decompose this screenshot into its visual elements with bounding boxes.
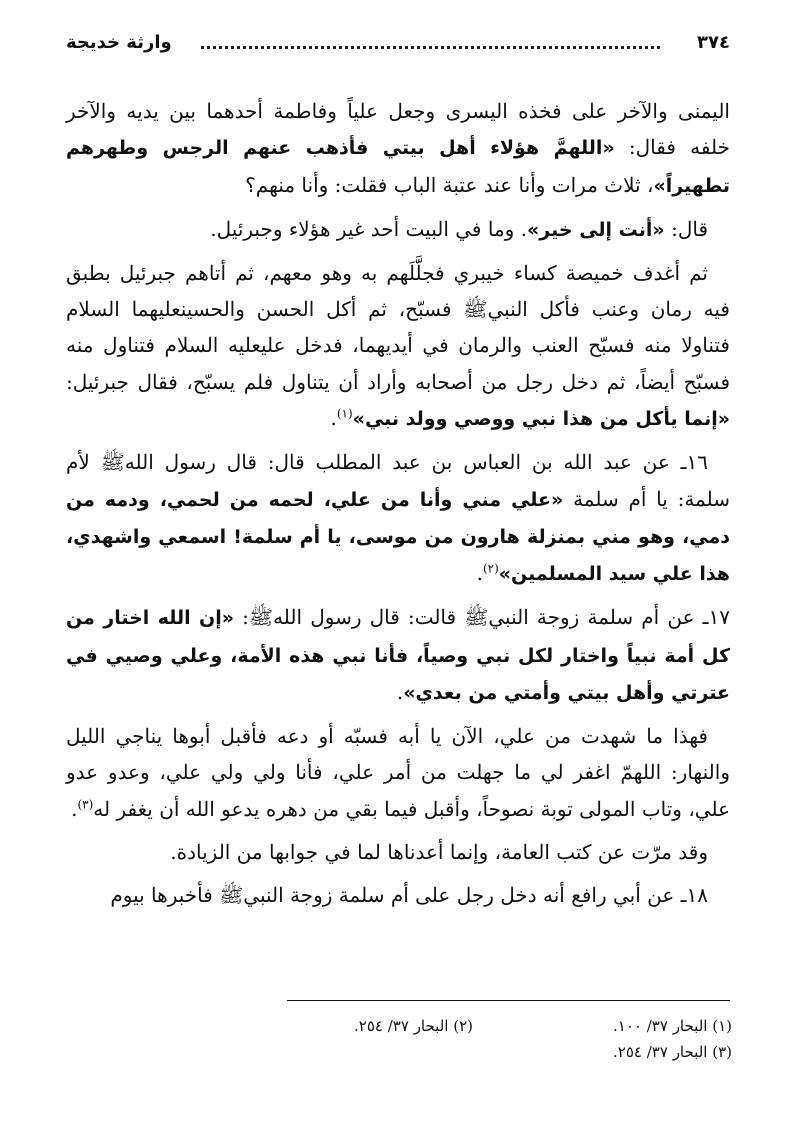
text-run: ١٨ـ عن أبي رافع أنه دخل رجل على أم سلمة زوجة النبيﷺ فأخبرها بيوم: [110, 882, 708, 907]
text-run: ١٧ـ عن أم سلمة زوجة النبيﷺ قالت: قال رسول اللهﷺ:: [234, 605, 730, 630]
footnote-marker: (١): [336, 406, 353, 421]
quote-bold: «أنت إلى خير»: [527, 218, 665, 241]
paragraph-continuation: [66, 93, 730, 204]
paragraph-conclusion: [66, 718, 730, 827]
footnote-3: (٣) البحار ٣٧/ ٢٥٤.: [613, 1043, 732, 1061]
quote-bold: «إنما يأكل من هذا نبي ووصي وولد نبي»: [352, 408, 730, 431]
footnote-separator: [287, 1000, 730, 1001]
footnote-marker: (٣): [77, 797, 94, 812]
text-run: وقد مرّت عن كتب العامة، وإنما أعدناها لما في جوابها من الزيادة.: [170, 839, 708, 864]
text-run: ١٦ـ عن عبد الله بن العباس بن عبد المطلب قال: قال رسول اللهﷺ لأم سلمة: يا أم سلمة: [66, 450, 730, 511]
paragraph-note: [66, 834, 730, 870]
text-run: .: [71, 796, 78, 821]
text-run: .: [330, 406, 337, 431]
running-title: وارثة خديجة: [66, 32, 172, 53]
paragraph-narration: [66, 255, 730, 438]
footnote-marker: (٢): [482, 561, 499, 576]
paragraph-hadith-16: [66, 444, 730, 593]
text-run: اليمنى والآخر على فخذه اليسرى وجعل علياً وفاطمة أحدهما بين يديه والآخر خلفه فقال:: [66, 99, 730, 160]
text-run: .: [396, 680, 404, 705]
main-text: [66, 93, 730, 920]
text-run: . وما في البيت أحد غير هؤلاء وجبرئيل.: [210, 216, 528, 241]
footnote-1: (١) البحار ٣٧/ ١٠٠.: [613, 1017, 732, 1035]
quote-bold: «علي مني وأنا من علي، لحمه من لحمي، ودمه من دمي، وهو مني بمنزلة هارون من موسى، يا أم سلمة! اسمعي واشهدي، هذا علي سيد المسلمين»: [66, 488, 730, 586]
text-run: .: [476, 561, 483, 586]
running-header: [66, 30, 730, 60]
quote-bold: «اللهمَّ هؤلاء أهل بيتي فأذهب عنهم الرجس وطهرهم تطهيراً»: [66, 137, 730, 197]
quote-bold: «إن الله اختار من كل أمة نبياً واختار لكل نبي وصياً، فأنا نبي هذه الأمة، وعلي وصيي في عترتي وأهل بيتي وأمتي من بعدي»: [66, 607, 730, 705]
text-run: قال:: [664, 216, 708, 241]
page-number: ٣٧٤: [697, 32, 730, 53]
paragraph-reply: [66, 211, 730, 248]
text-run: ، ثلاث مرات وأنا عند عتبة الباب فقلت: وأنا منهم؟: [245, 172, 654, 197]
footnote-2: (٢) البحار ٣٧/ ٢٥٤.: [354, 1017, 473, 1035]
paragraph-hadith-18: [66, 877, 730, 913]
paragraph-hadith-17: [66, 599, 730, 711]
text-run: ثم أغدف خميصة كساء خيبري فجلَّلَهم به وهو معهم، ثم أتاهم جبرئيل بطبق فيه رمان وعنب فأكل النبيﷺ فسبّح، ثم أكل الحسن والحسينعليهما السلام فتناولا منه فسبّح العنب والرمان في أيديهما، فدخل عليعليه السلام فتناول منه فسبّح أيضاً، ثم دخل رجل من أصحابه وأراد أن يتناول فلم يسبّح، فقال جبرئيل:: [66, 260, 730, 394]
header-dot-leader: [201, 36, 660, 49]
text-run: فهذا ما شهدت من علي، الآن يا أبه فسبّه أو دعه فأقبل أبوها يناجي الليل والنهار: اللهمّ اغفر لي ما جهلت من أمر علي، فأنا ولي ولي علي، وعدو عدو علي، وتاب المولى توبة نصوحاً، وأقبل فيما بقي من دهره يدعو الله أن يغفر له: [66, 724, 730, 821]
